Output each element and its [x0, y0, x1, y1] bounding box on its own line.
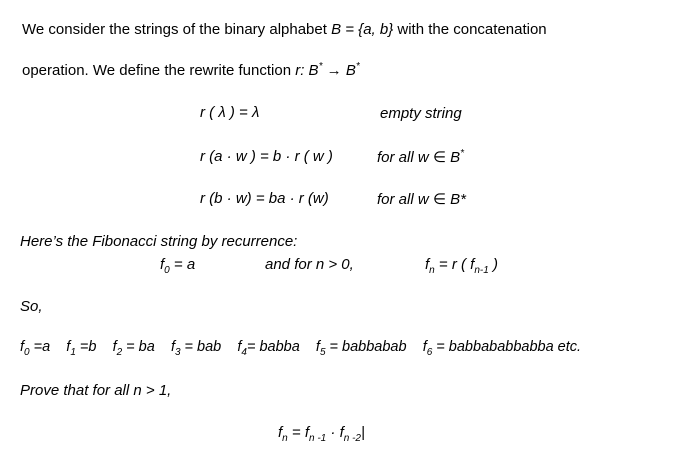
- intro-text-start: We consider the strings of the binary alphabet: [22, 21, 332, 38]
- base-case: $f_0 = a$: [160, 256, 196, 276]
- sequence-term-6: $f_6$ = babbababbabba: [422, 339, 554, 358]
- recurrence-heading: Here’s the Fibonacci string by recurrence:: [20, 233, 298, 250]
- intro-text-end: with the concatenation: [393, 21, 547, 38]
- arrow-icon: →: [322, 62, 346, 79]
- intro-line-1: [22, 21, 547, 38]
- sequence-term-3: $f_3$ = bab: [170, 339, 222, 358]
- recurrence-condition: and for n > 0,: [265, 256, 354, 273]
- definition-lhs-2: r (a · w ) = b · r ( w ): [200, 148, 333, 165]
- goal-formula: $f_n = f_{n -1} \cdot f_{n -2}|$: [278, 424, 365, 444]
- definition-note-1: empty string: [380, 105, 462, 122]
- alphabet-set: B = {a, b}: [331, 21, 394, 38]
- sequence-term-5: $f_5$ = babbabab: [315, 339, 407, 358]
- sequence-line: [20, 339, 581, 358]
- sequence-etc: etc.: [553, 339, 582, 355]
- definition-note-2: for all w ∈ B*: [377, 148, 464, 166]
- definition-lhs-3: r (b · w) = ba · r (w): [200, 190, 329, 207]
- so-label: So,: [20, 298, 43, 315]
- intro-line-2: [22, 61, 360, 79]
- recurrence-formula: $f_n = r$ ( $f_{n-1}$ ): [425, 256, 498, 276]
- sequence-term-4: $f_4=$ babba: [237, 339, 300, 358]
- function-signature: r: B* → B*: [295, 61, 360, 79]
- prove-statement: Prove that for all n > 1,: [20, 382, 172, 399]
- sequence-term-0: $f_0 =a$: [20, 339, 51, 358]
- definition-note-3: for all w ∈ B*: [377, 191, 466, 208]
- sequence-term-2: $f_2$ = ba: [112, 339, 155, 358]
- sequence-term-1: $f_1 =b$: [66, 339, 97, 358]
- intro-line-2-text: operation. We define the rewrite function: [22, 62, 296, 79]
- definition-lhs-1: r ( λ ) = λ: [200, 104, 260, 121]
